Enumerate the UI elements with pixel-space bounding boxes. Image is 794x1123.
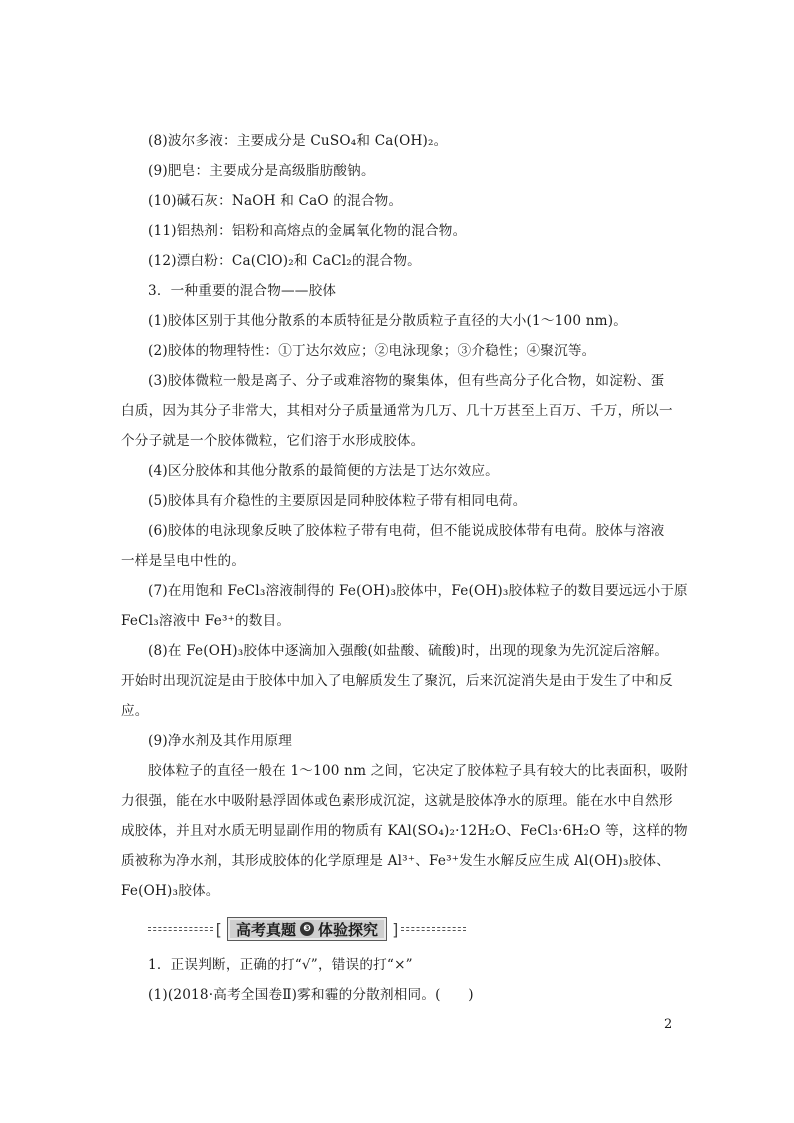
text-line: 成胶体，并且对水质无明显副作用的物质有 KAl(SO₄)₂·12H₂O、FeCl₃·6H₂O 等，这样的物 — [121, 823, 688, 839]
circled-number-icon: ❸ — [300, 922, 314, 936]
banner-rule-left — [148, 927, 213, 931]
banner-title-box — [227, 917, 387, 941]
banner-rule-right — [401, 927, 466, 931]
text-line: (8)波尔多液：主要成分是 CuSO₄和 Ca(OH)₂。 — [148, 133, 448, 149]
text-line: (9)肥皂：主要成分是高级脂肪酸钠。 — [148, 163, 375, 179]
text-line: (11)铝热剂：铝粉和高熔点的金属氧化物的混合物。 — [148, 223, 467, 239]
text-line: (10)碱石灰：NaOH 和 CaO 的混合物。 — [148, 193, 403, 209]
text-line: (1)胶体区别于其他分散系的本质特征是分散质粒子直径的大小(1～100 nm)。 — [148, 313, 628, 329]
text-line: (6)胶体的电泳现象反映了胶体粒子带有电荷，但不能说成胶体带有电荷。胶体与溶液 — [148, 523, 665, 539]
text-line: (7)在用饱和 FeCl₃溶液制得的 Fe(OH)₃胶体中，Fe(OH)₃胶体粒子的数目要远远小于原 — [148, 583, 688, 599]
question-heading: 1．正误判断，正确的打“√”，错误的打“×” — [148, 957, 413, 973]
text-line: 质被称为净水剂，其形成胶体的化学原理是 Al³⁺、Fe³⁺发生水解反应生成 Al(OH)₃胶体、 — [121, 853, 671, 869]
text-line: 胶体粒子的直径一般在 1～100 nm 之间，它决定了胶体粒子具有较大的比表面积，吸附 — [148, 763, 688, 779]
banner-title-right: 体验探究 — [318, 920, 379, 939]
banner-bracket-right: ] — [391, 919, 401, 939]
section-heading: 3．一种重要的混合物——胶体 — [148, 283, 337, 299]
text-line: (4)区分胶体和其他分散系的最简便的方法是丁达尔效应。 — [148, 463, 499, 479]
banner-bracket-left: [ — [213, 919, 223, 939]
text-line: 个分子就是一个胶体微粒，它们溶于水形成胶体。 — [121, 433, 425, 449]
page-number: 2 — [664, 1017, 673, 1032]
text-line: (3)胶体微粒一般是离子、分子或难溶物的聚集体，但有些高分子化合物，如淀粉、蛋 — [148, 373, 665, 389]
text-line: 开始时出现沉淀是由于胶体中加入了电解质发生了聚沉，后来沉淀消失是由于发生了中和反 — [121, 673, 673, 689]
text-line: 白质，因为其分子非常大，其相对分子质量通常为几万、几十万甚至上百万、千万，所以一 — [121, 403, 673, 419]
text-line: 应。 — [121, 703, 149, 719]
text-line: FeCl₃溶液中 Fe³⁺的数目。 — [121, 613, 291, 629]
section-banner — [148, 917, 466, 941]
text-line: Fe(OH)₃胶体。 — [121, 883, 220, 899]
text-line: 一样是呈电中性的。 — [121, 553, 246, 569]
text-line: (8)在 Fe(OH)₃胶体中逐滴加入强酸(如盐酸、硫酸)时，出现的现象为先沉淀后溶解。 — [148, 643, 669, 659]
question-item: (1)(2018·高考全国卷Ⅱ)雾和霾的分散剂相同。( ) — [148, 987, 474, 1003]
text-line: (12)漂白粉：Ca(ClO)₂和 CaCl₂的混合物。 — [148, 253, 421, 269]
text-line: (5)胶体具有介稳性的主要原因是同种胶体粒子带有相同电荷。 — [148, 493, 527, 509]
text-line: (9)净水剂及其作用原理 — [148, 733, 292, 749]
text-line: 力很强，能在水中吸附悬浮固体或色素形成沉淀，这就是胶体净水的原理。能在水中自然形 — [121, 793, 673, 809]
banner-title-left: 高考真题 — [235, 920, 296, 939]
text-line: (2)胶体的物理特性：①丁达尔效应；②电泳现象；③介稳性；④聚沉等。 — [148, 343, 596, 359]
